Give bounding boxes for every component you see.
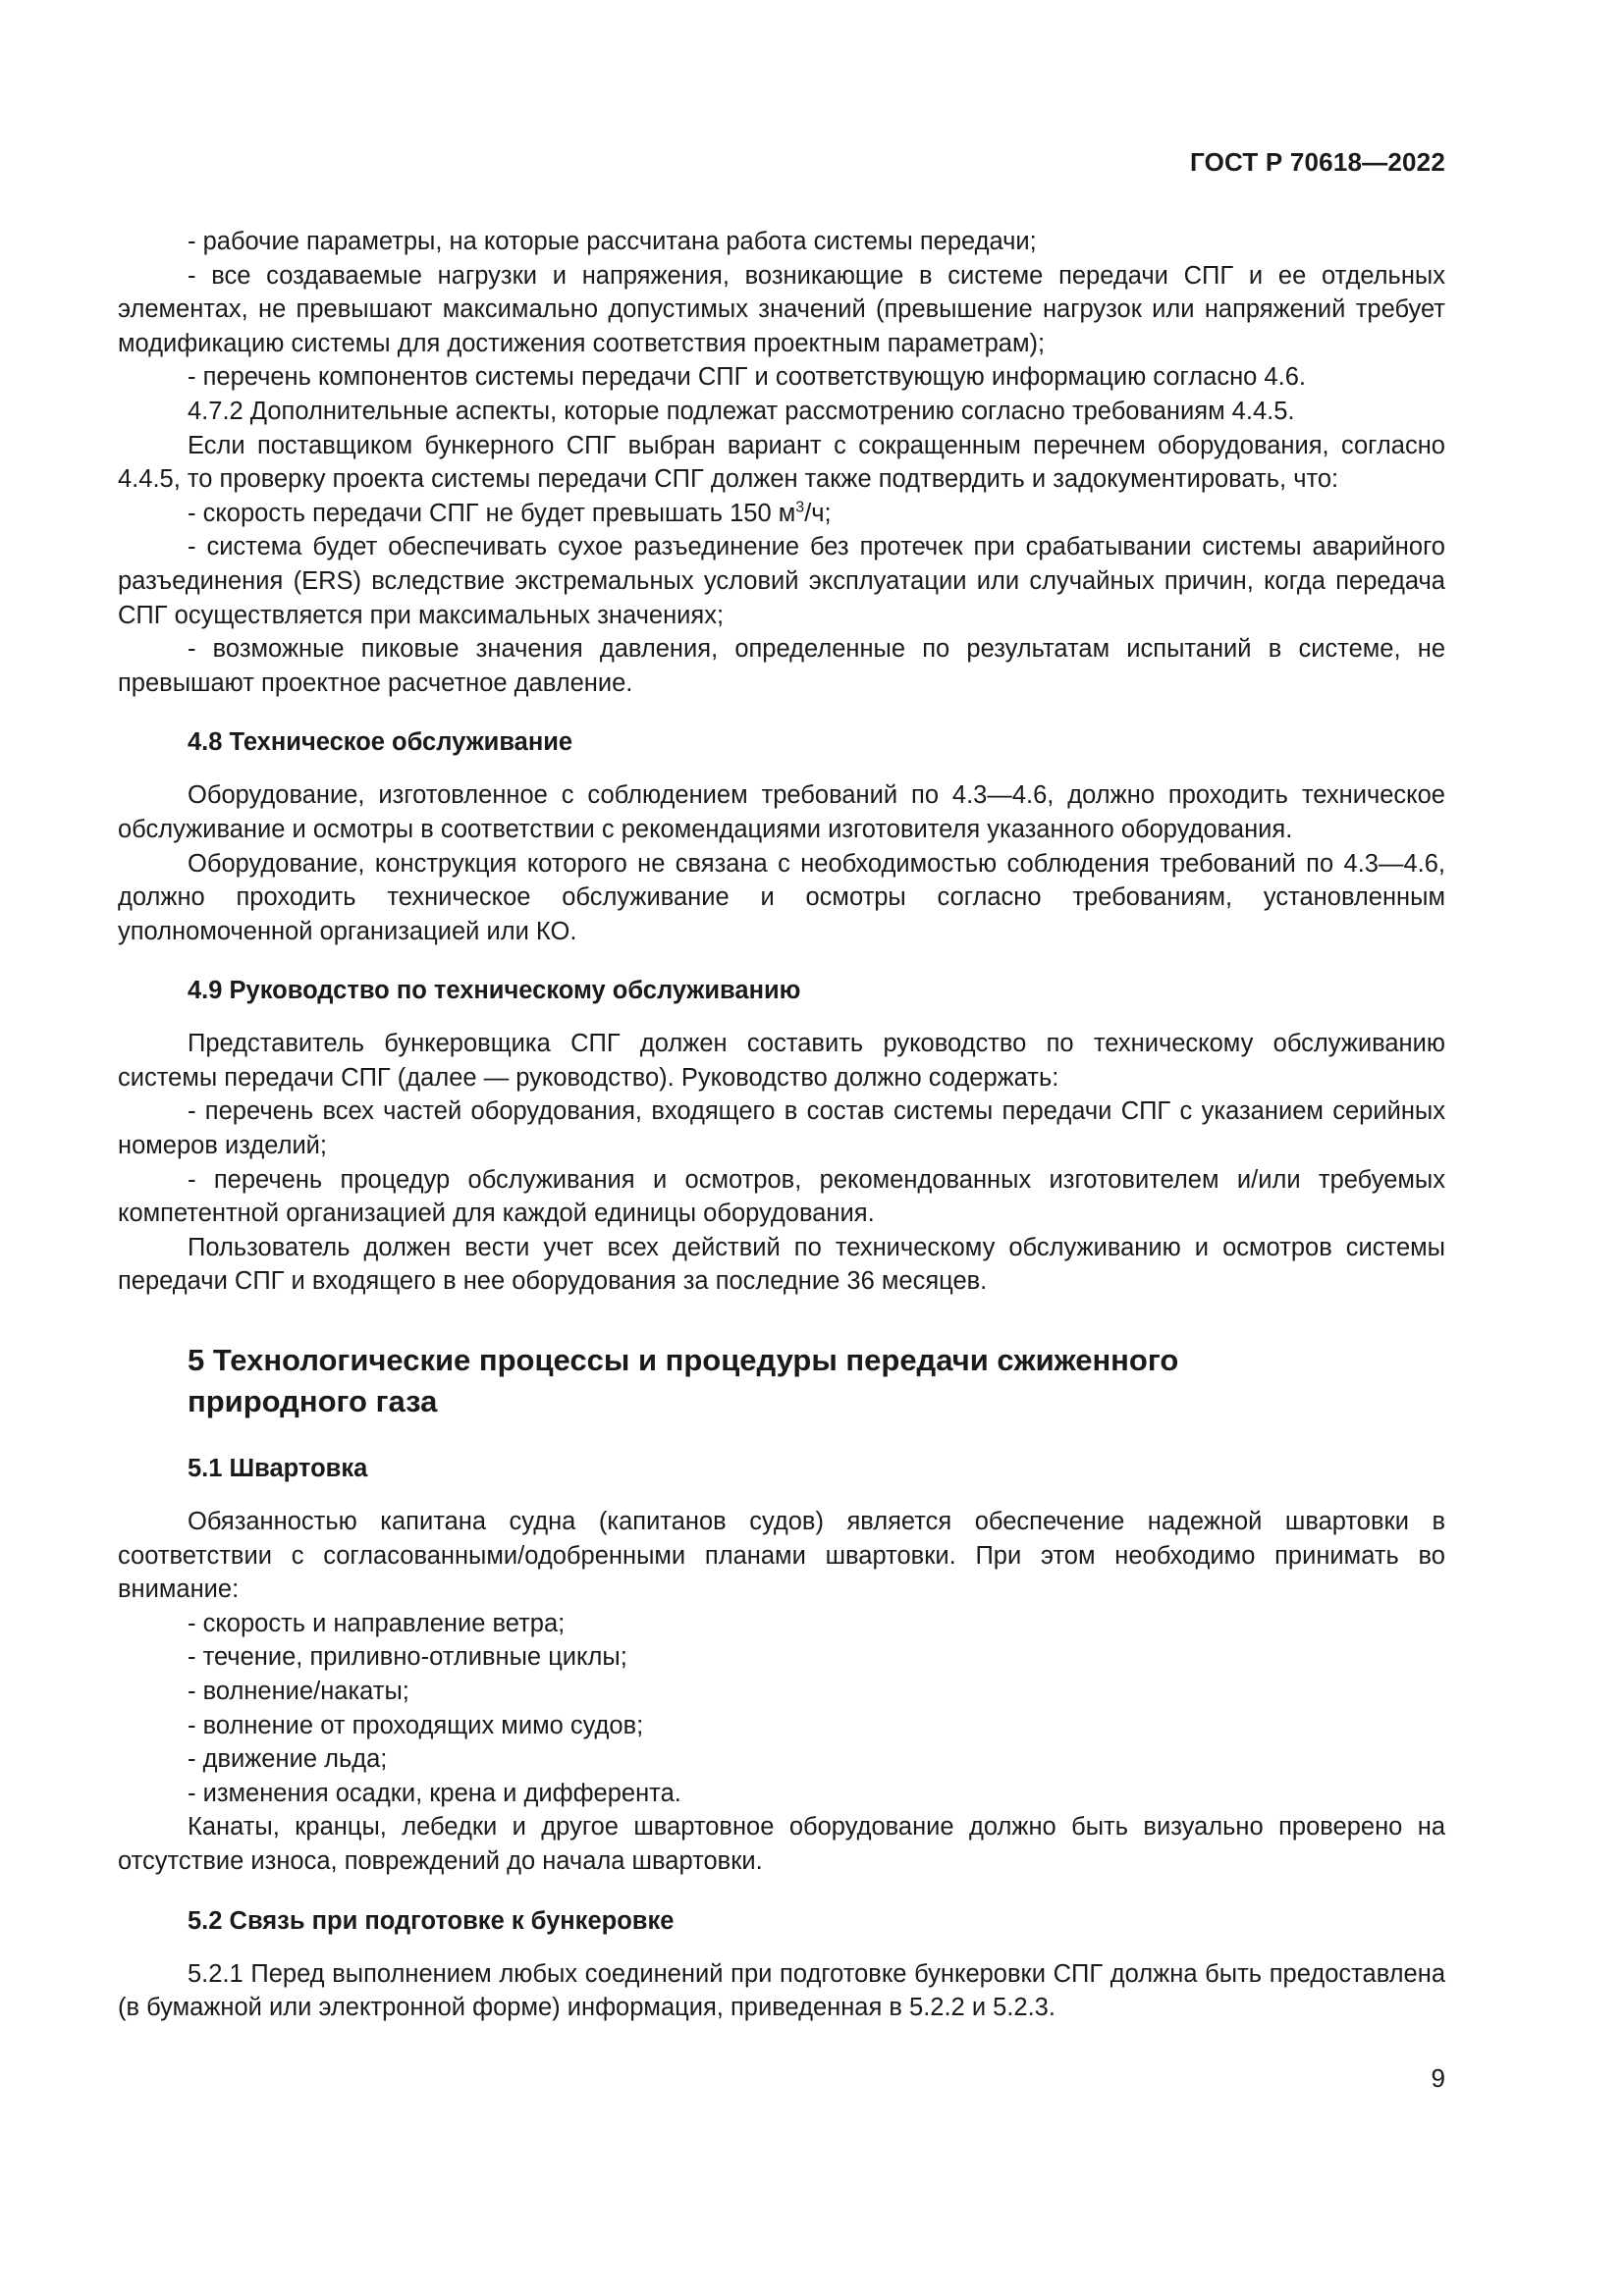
list-item: - волнение от проходящих мимо судов; <box>188 1711 644 1739</box>
paragraph: Канаты, кранцы, лебедки и другое швартовное оборудование должно быть визуально проверено на отсутствие износа, повреждений до начала швартовки. <box>118 1813 1445 1875</box>
paragraph: - перечень процедур обслуживания и осмотров, рекомендованных изготовителем и/или требуемых компетентной организацией для каждой единицы оборудования. <box>118 1165 1445 1228</box>
page-number: 9 <box>1431 2063 1445 2093</box>
paragraph: Пользователь должен вести учет всех действий по техническому обслуживанию и осмотров системы передачи СПГ и входящего в нее оборудования за последние 36 месяцев. <box>118 1233 1445 1296</box>
section-heading-5-1: 5.1 Швартовка <box>188 1455 368 1483</box>
chapter-heading-5: 5 Технологические процессы и процедуры передачи сжиженного природного газа <box>188 1343 1179 1419</box>
paragraph: - перечень компонентов системы передачи СПГ и соответствующую информацию согласно 4.6. <box>188 363 1306 392</box>
list-item: - скорость и направление ветра; <box>188 1609 566 1637</box>
superscript-cubic: 3 <box>795 499 805 516</box>
flow-rate-text: - скорость передачи СПГ не будет превышать 150 м <box>188 499 796 527</box>
paragraph: Представитель бункеровщика СПГ должен составить руководство по техническому обслуживанию системы передачи СПГ (далее — руководство). Руководство должно содержать: <box>118 1030 1445 1092</box>
list-item: - волнение/накаты; <box>188 1678 409 1705</box>
standard-code-header: ГОСТ Р 70618—2022 <box>1190 147 1445 177</box>
list-item: - изменения осадки, крена и дифферента. <box>188 1779 681 1807</box>
paragraph: - рабочие параметры, на которые рассчитана работа системы передачи; <box>188 228 1037 255</box>
paragraph: Обязанностью капитана судна (капитанов судов) является обеспечение надежной швартовки в соответствии с согласованными/одобренными планами швартовки. При этом необходимо принимать во внимание: <box>118 1508 1445 1604</box>
section-heading-5-2: 5.2 Связь при подготовке к бункеровке <box>188 1906 675 1935</box>
paragraph: - перечень всех частей оборудования, входящего в состав системы передачи СПГ с указанием серийных номеров изделий; <box>118 1097 1445 1160</box>
section-heading-4-9: 4.9 Руководство по техническому обслуживанию <box>188 977 801 1005</box>
paragraph: 5.2.1 Перед выполнением любых соединений при подготовке бункеровки СПГ должна быть предоставлена (в бумажной или электронной форме) информация, приведенная в 5.2.2 и 5.2.3. <box>118 1959 1445 2022</box>
paragraph: - возможные пиковые значения давления, определенные по результатам испытаний в системе, не превышают проектное расчетное давление. <box>118 635 1445 697</box>
paragraph: - все создаваемые нагрузки и напряжения, возникающие в системе передачи СПГ и ее отдельных элементах, не превышают максимально допустимых значений (превышение нагрузок или напряжений требует модификацию системы для достижения соответствия проектным параметрам); <box>118 261 1445 357</box>
document-body <box>118 225 1445 2025</box>
paragraph: Оборудование, изготовленное с соблюдением требований по 4.3—4.6, должно проходить техническое обслуживание и осмотры в соответствии с рекомендациями изготовителя указанного оборудования. <box>118 781 1445 843</box>
paragraph: - система будет обеспечивать сухое разъединение без протечек при срабатывании системы аварийного разъединения (ERS) вследствие экстремальных условий эксплуатации или случайных причин, когда передача СПГ осуществляется при максимальных значениях; <box>118 533 1445 629</box>
paragraph: Оборудование, конструкция которого не связана с необходимостью соблюдения требований по 4.3—4.6, должно проходить техническое обслуживание и осмотры согласно требованиям, установленным уполномоченной организацией или КО. <box>118 849 1445 945</box>
paragraph: Если поставщиком бункерного СПГ выбран вариант с сокращенным перечнем оборудования, согласно 4.4.5, то проверку проекта системы передачи СПГ должен также подтвердить и задокументировать, что: <box>118 431 1445 494</box>
section-heading-4-8: 4.8 Техническое обслуживание <box>188 728 573 757</box>
flow-rate-unit: /ч; <box>804 499 832 527</box>
paragraph: 4.7.2 Дополнительные аспекты, которые подлежат рассмотрению согласно требованиям 4.4.5. <box>188 397 1295 425</box>
list-item: - течение, приливно-отливные циклы; <box>188 1643 627 1672</box>
list-item: - движение льда; <box>188 1745 388 1774</box>
paragraph-flow-rate <box>118 497 1445 531</box>
